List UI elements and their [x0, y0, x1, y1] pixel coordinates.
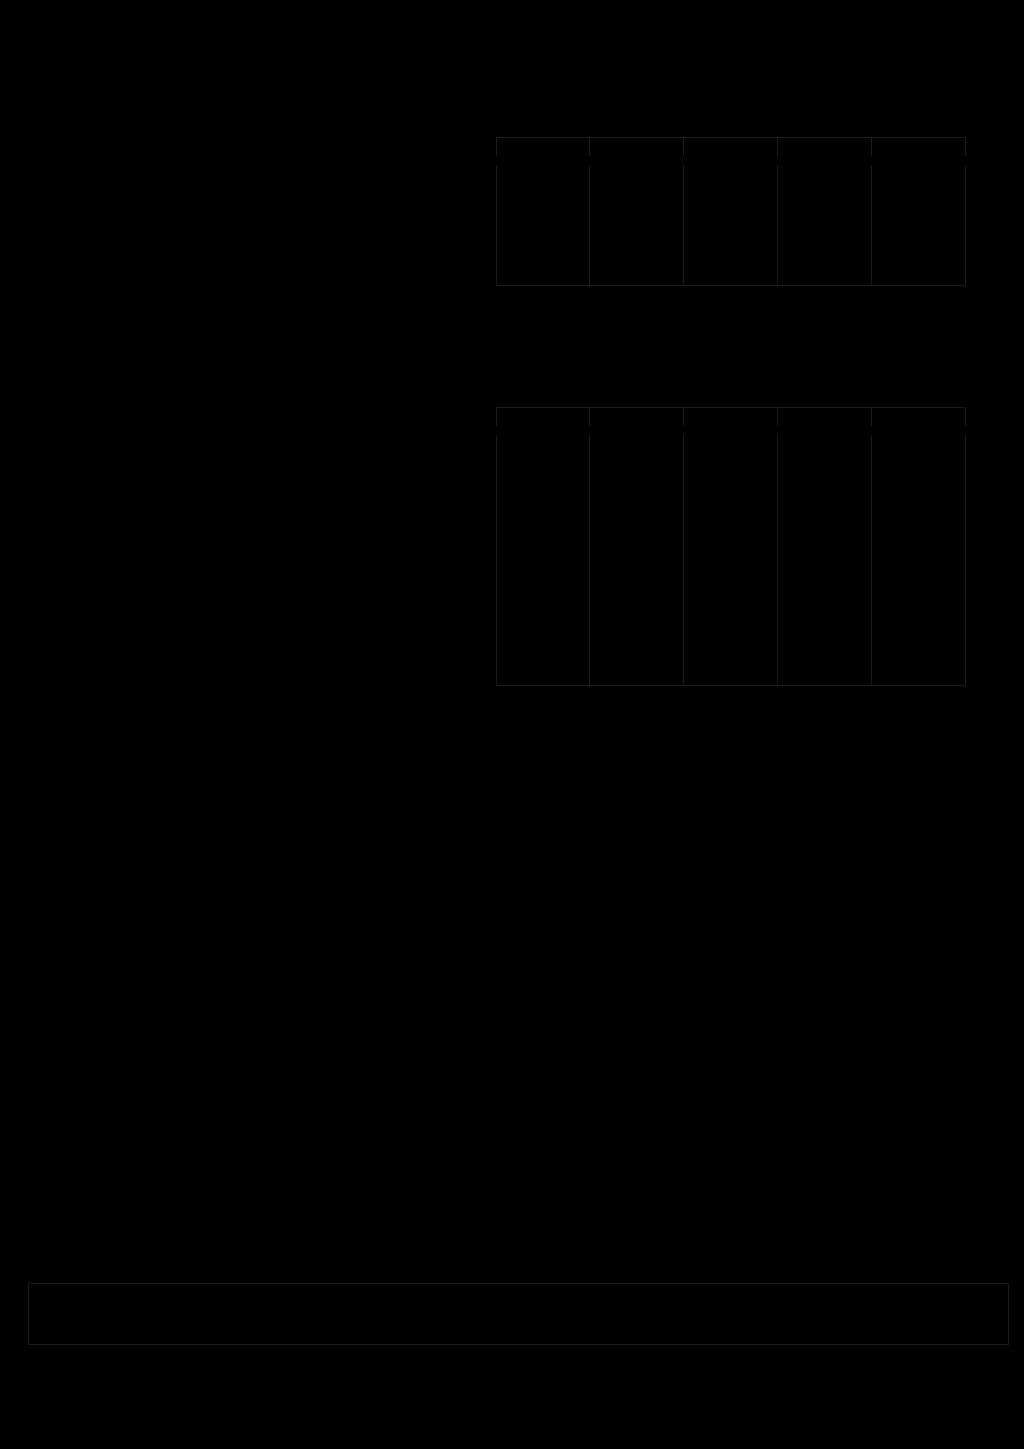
table-cell: 373 463,13 [519, 617, 580, 631]
table-cell: 8 592,39 [533, 487, 580, 501]
table-cell: 19 284,61 [811, 511, 865, 525]
table-cell: 150 017,51 [710, 665, 771, 679]
column-divider [965, 137, 966, 156]
column-divider [871, 661, 872, 685]
column-divider [496, 189, 497, 213]
column-divider [683, 483, 684, 507]
software-info: Norma PRO Wersja 4.24 Licencja: 13475 dla Romiz [123, 1415, 331, 1425]
section-title: PODSUMOWANIE [483, 371, 584, 385]
table-cell: 883,97 [924, 217, 961, 231]
column-divider [496, 459, 497, 483]
table-cell: 27 449,97 [526, 511, 580, 525]
column-divider [589, 165, 590, 189]
table-cell: 1 101,02 [724, 487, 771, 501]
row-label: 1 STAN ZEROWY [395, 439, 493, 453]
row-label: RAZEM [451, 665, 493, 679]
table-cell: 39 121,79 [526, 265, 580, 279]
column-divider [589, 407, 590, 426]
column-divider [683, 637, 684, 661]
table-cell: 17 097,25 [811, 217, 865, 231]
page-number: - 82 - [522, 1364, 551, 1378]
table-cell: 2 500,00 [724, 241, 771, 255]
column-header: Materiały [799, 140, 849, 154]
slownie-text: trzydzieści dziewięć tysięcy sto dwadzieścia jeden i 79/100 zł [188, 316, 513, 330]
table-cell: 231 101,50 [804, 665, 865, 679]
disclaimer-line-2: KAŻDORAZOWO SPRAWDZIĆ. PRACOWNIA NIE PONOSI ODPOWIEDZIALNOŚCI ZA EWENTUALNE ROZBIEŻNOŚCI W KOSZTORYSIE I ZESTAWIENIU MATERIAŁÓW [33, 1316, 866, 1328]
column-header: Sprzęt [900, 410, 936, 424]
table-cell: 119,04 [925, 241, 961, 255]
column-divider [777, 261, 778, 285]
column-divider [589, 189, 590, 213]
column-divider [683, 137, 684, 156]
column-divider [496, 483, 497, 507]
column-divider [871, 507, 872, 541]
table-cell: 17 097,25 [811, 169, 865, 183]
file-name: Kosztorys dla TK 22.kst [123, 50, 249, 64]
row-label: Koszty pośrednie [Kp] 71,3% od (R, S) [287, 593, 493, 607]
column-divider [589, 661, 590, 685]
column-divider [871, 435, 872, 459]
column-divider [683, 189, 684, 213]
table-cell: 10 188,59 [907, 617, 961, 631]
column-header: Uproszczo- [605, 140, 667, 154]
slownie-text: czterysta dwadzieścia siedem tysięcy trzysta dziewięć i 81/100 zł [188, 718, 533, 732]
column-divider [589, 613, 590, 637]
table-cell: 5 947,04 [914, 569, 961, 583]
column-divider [589, 589, 590, 613]
table-bottom-rule [496, 685, 965, 686]
table-cell: 55 016,05 [717, 593, 771, 607]
row-label: dzin ceramicznych [394, 525, 493, 539]
table-cell: 17 097,25 [811, 545, 865, 559]
column-divider [871, 213, 872, 237]
column-divider [965, 237, 966, 261]
column-divider [496, 165, 497, 189]
column-divider [777, 459, 778, 483]
column-divider [496, 137, 497, 156]
ogolem-label: OGÓŁEM [804, 688, 857, 702]
column-header: Robocizna [701, 140, 759, 154]
column-divider [965, 407, 966, 426]
table-cell: 8 076,95 [533, 193, 580, 207]
column-divider [965, 189, 966, 213]
column-header: RAZEM [521, 410, 564, 424]
column-divider [683, 661, 684, 685]
column-divider [871, 165, 872, 189]
column-divider [871, 589, 872, 613]
table-cell: 436,32 [924, 487, 961, 501]
row-label: 4 WYKONCZENIE WEWNĘTRZNE - bez posadzek i okła- [182, 511, 493, 525]
column-divider [871, 613, 872, 637]
table-cell: 40 669,56 [717, 463, 771, 477]
table-cell: 28 425,80 [526, 169, 580, 183]
column-divider [777, 237, 778, 261]
section-caption: CAŁY KOSZTORYS [851, 393, 960, 407]
column-divider [777, 565, 778, 589]
column-divider [589, 637, 590, 661]
table-cell: 231 101,50 [804, 617, 865, 631]
column-divider [777, 541, 778, 565]
column-divider [683, 407, 684, 426]
table-cell: 10 812,30 [717, 169, 771, 183]
column-divider [496, 407, 497, 426]
row-label: RAZEM [451, 265, 493, 279]
row-label: Zysk [Z] 13,5% od (R+Kp(R), S+Kp(S)) [285, 641, 493, 655]
column-divider [777, 137, 778, 156]
row-label: RAZEM [451, 169, 493, 183]
column-divider [589, 237, 590, 261]
page-title: PODSUMOWANIE [483, 50, 584, 64]
table-cell: 11 564,70 [908, 665, 961, 679]
row-label: Koszty pośrednie [Kp] 71,3% od (R, S) [287, 193, 493, 207]
column-header: Materiały [799, 410, 849, 424]
row-label: 2 STAN SUROWY ZAMKNIETY [322, 463, 493, 477]
disclaimer-box [28, 1283, 1009, 1345]
column-header: Sprzęt [900, 140, 936, 154]
row-label: Zysk [Z] 13,5% od (R+Kp(R), S+Kp(S)) [285, 241, 493, 255]
table-cell: 17 016,54 [717, 439, 771, 453]
table-cell: 24 852,78 [811, 439, 865, 453]
column-divider [496, 261, 497, 285]
column-divider [589, 483, 590, 507]
table-cell: 132 173,04 [710, 617, 771, 631]
section-caption: WYKONCZENIE ZEWNĘTRZNE - ELEWACJA [713, 123, 964, 137]
column-divider [589, 507, 590, 541]
column-divider [589, 459, 590, 483]
table-cell: 17 097,25 [811, 265, 865, 279]
column-divider [871, 237, 872, 261]
column-divider [683, 565, 684, 589]
table-cell: 1 003,01 [914, 265, 961, 279]
column-divider [683, 613, 684, 637]
column-divider [965, 483, 966, 507]
table-cell: 367,72 [924, 193, 961, 207]
table-cell: 607,79 [924, 511, 961, 525]
row-label: RAZEM [451, 217, 493, 231]
row-label: RAZEM [451, 569, 493, 583]
column-divider [871, 459, 872, 483]
table-cell: 3 537,12 [914, 463, 961, 477]
column-divider [965, 637, 966, 661]
ogolem-value: 39 121,79 [906, 287, 960, 301]
column-divider [777, 213, 778, 237]
column-divider [965, 565, 966, 589]
table-cell: 42 718,88 [526, 439, 580, 453]
disclaimer-line-1: NIEODPŁATNIE UDOSTĘPNIONY KOSZTORYS I ZESTAWIENIE MATERIAŁÓW STANOWIĄ JEDYNIE MATERIAŁ POGLĄDOWY. ILOŚCI I CENY NALEŻY [33, 1294, 813, 1306]
slownie-label: Słownie: [123, 316, 169, 330]
column-divider [683, 507, 684, 541]
column-divider [777, 189, 778, 213]
column-divider [777, 507, 778, 541]
column-divider [683, 589, 684, 613]
column-divider [777, 661, 778, 685]
column-divider [871, 261, 872, 285]
column-divider [589, 213, 590, 237]
table-cell: 77 156,99 [717, 569, 771, 583]
column-divider [871, 137, 872, 156]
column-divider [683, 541, 684, 565]
table-cell: 516,25 [924, 545, 961, 559]
row-label: 3 INSTALACJE WEWNETRZNE [320, 487, 493, 501]
table-cell: 7 557,57 [724, 511, 771, 525]
column-header: RAZEM [521, 140, 564, 154]
row-label: 5 WYKONCZENIE ZEWNĘTRZNE - ELEWACJA [232, 545, 493, 559]
column-divider [496, 507, 497, 541]
column-divider [496, 237, 497, 261]
ogolem-value: 427 309,81 [899, 688, 960, 702]
column-divider [683, 459, 684, 483]
column-divider [965, 589, 966, 613]
table-cell: 19 220,58 [526, 641, 580, 655]
column-divider [589, 137, 590, 156]
column-divider [965, 213, 966, 237]
column-divider [777, 435, 778, 459]
column-header: Robocizna [701, 410, 759, 424]
column-divider [496, 589, 497, 613]
column-divider [871, 565, 872, 589]
table-cell: 1 376,11 [915, 641, 961, 655]
table-cell: 231 101,50 [804, 569, 865, 583]
table-cell: 314 205,53 [519, 569, 580, 583]
table-cell: 516,25 [924, 169, 961, 183]
column-header: ne [629, 425, 643, 439]
column-divider [965, 165, 966, 189]
column-divider [683, 165, 684, 189]
column-divider [496, 613, 497, 637]
column-divider [777, 407, 778, 426]
row-label: RAZEM [451, 617, 493, 631]
table-cell: 36 502,75 [526, 217, 580, 231]
column-header: Uproszczo- [605, 410, 667, 424]
column-divider [965, 507, 966, 541]
table-cell: 17 844,47 [717, 641, 771, 655]
table-cell: 2 619,04 [533, 241, 580, 255]
column-divider [496, 541, 497, 565]
table-cell: 10 812,30 [717, 545, 771, 559]
column-divider [777, 483, 778, 507]
table-cell: 59 257,60 [526, 593, 580, 607]
ogolem-label: OGÓŁEM [804, 287, 857, 301]
column-divider [496, 565, 497, 589]
column-divider [777, 637, 778, 661]
column-header: ne [629, 155, 643, 169]
table-cell: 7 055,05 [818, 487, 865, 501]
column-divider [683, 435, 684, 459]
column-divider [496, 661, 497, 685]
column-divider [965, 261, 966, 285]
table-cell: 207 018,49 [519, 463, 580, 477]
column-divider [496, 637, 497, 661]
column-divider [683, 213, 684, 237]
column-divider [871, 189, 872, 213]
column-divider [871, 407, 872, 426]
table-cell: 21 021,53 [717, 265, 771, 279]
column-divider [589, 565, 590, 589]
table-cell: 34 526,10 [622, 665, 676, 679]
column-divider [777, 613, 778, 637]
column-divider [965, 435, 966, 459]
column-divider [777, 589, 778, 613]
column-divider [965, 661, 966, 685]
column-divider [871, 637, 872, 661]
table-bottom-rule [496, 285, 965, 286]
table-cell: 7 709,23 [724, 193, 771, 207]
column-divider [496, 435, 497, 459]
table-cell: 18 521,53 [717, 217, 771, 231]
column-divider [589, 541, 590, 565]
column-divider [871, 483, 872, 507]
table-cell: 4 241,55 [914, 593, 961, 607]
column-divider [871, 541, 872, 565]
column-divider [965, 541, 966, 565]
table-cell: 162 811,81 [805, 463, 865, 477]
column-divider [965, 613, 966, 637]
slownie-label: Słownie: [123, 718, 169, 732]
column-divider [496, 213, 497, 237]
table-cell: 427 309,81 [519, 665, 580, 679]
column-divider [589, 435, 590, 459]
column-divider [589, 261, 590, 285]
column-divider [683, 237, 684, 261]
column-divider [965, 459, 966, 483]
table-cell: 849,56 [924, 439, 961, 453]
column-divider [683, 261, 684, 285]
column-divider [777, 165, 778, 189]
table-cell: 28 425,80 [526, 545, 580, 559]
